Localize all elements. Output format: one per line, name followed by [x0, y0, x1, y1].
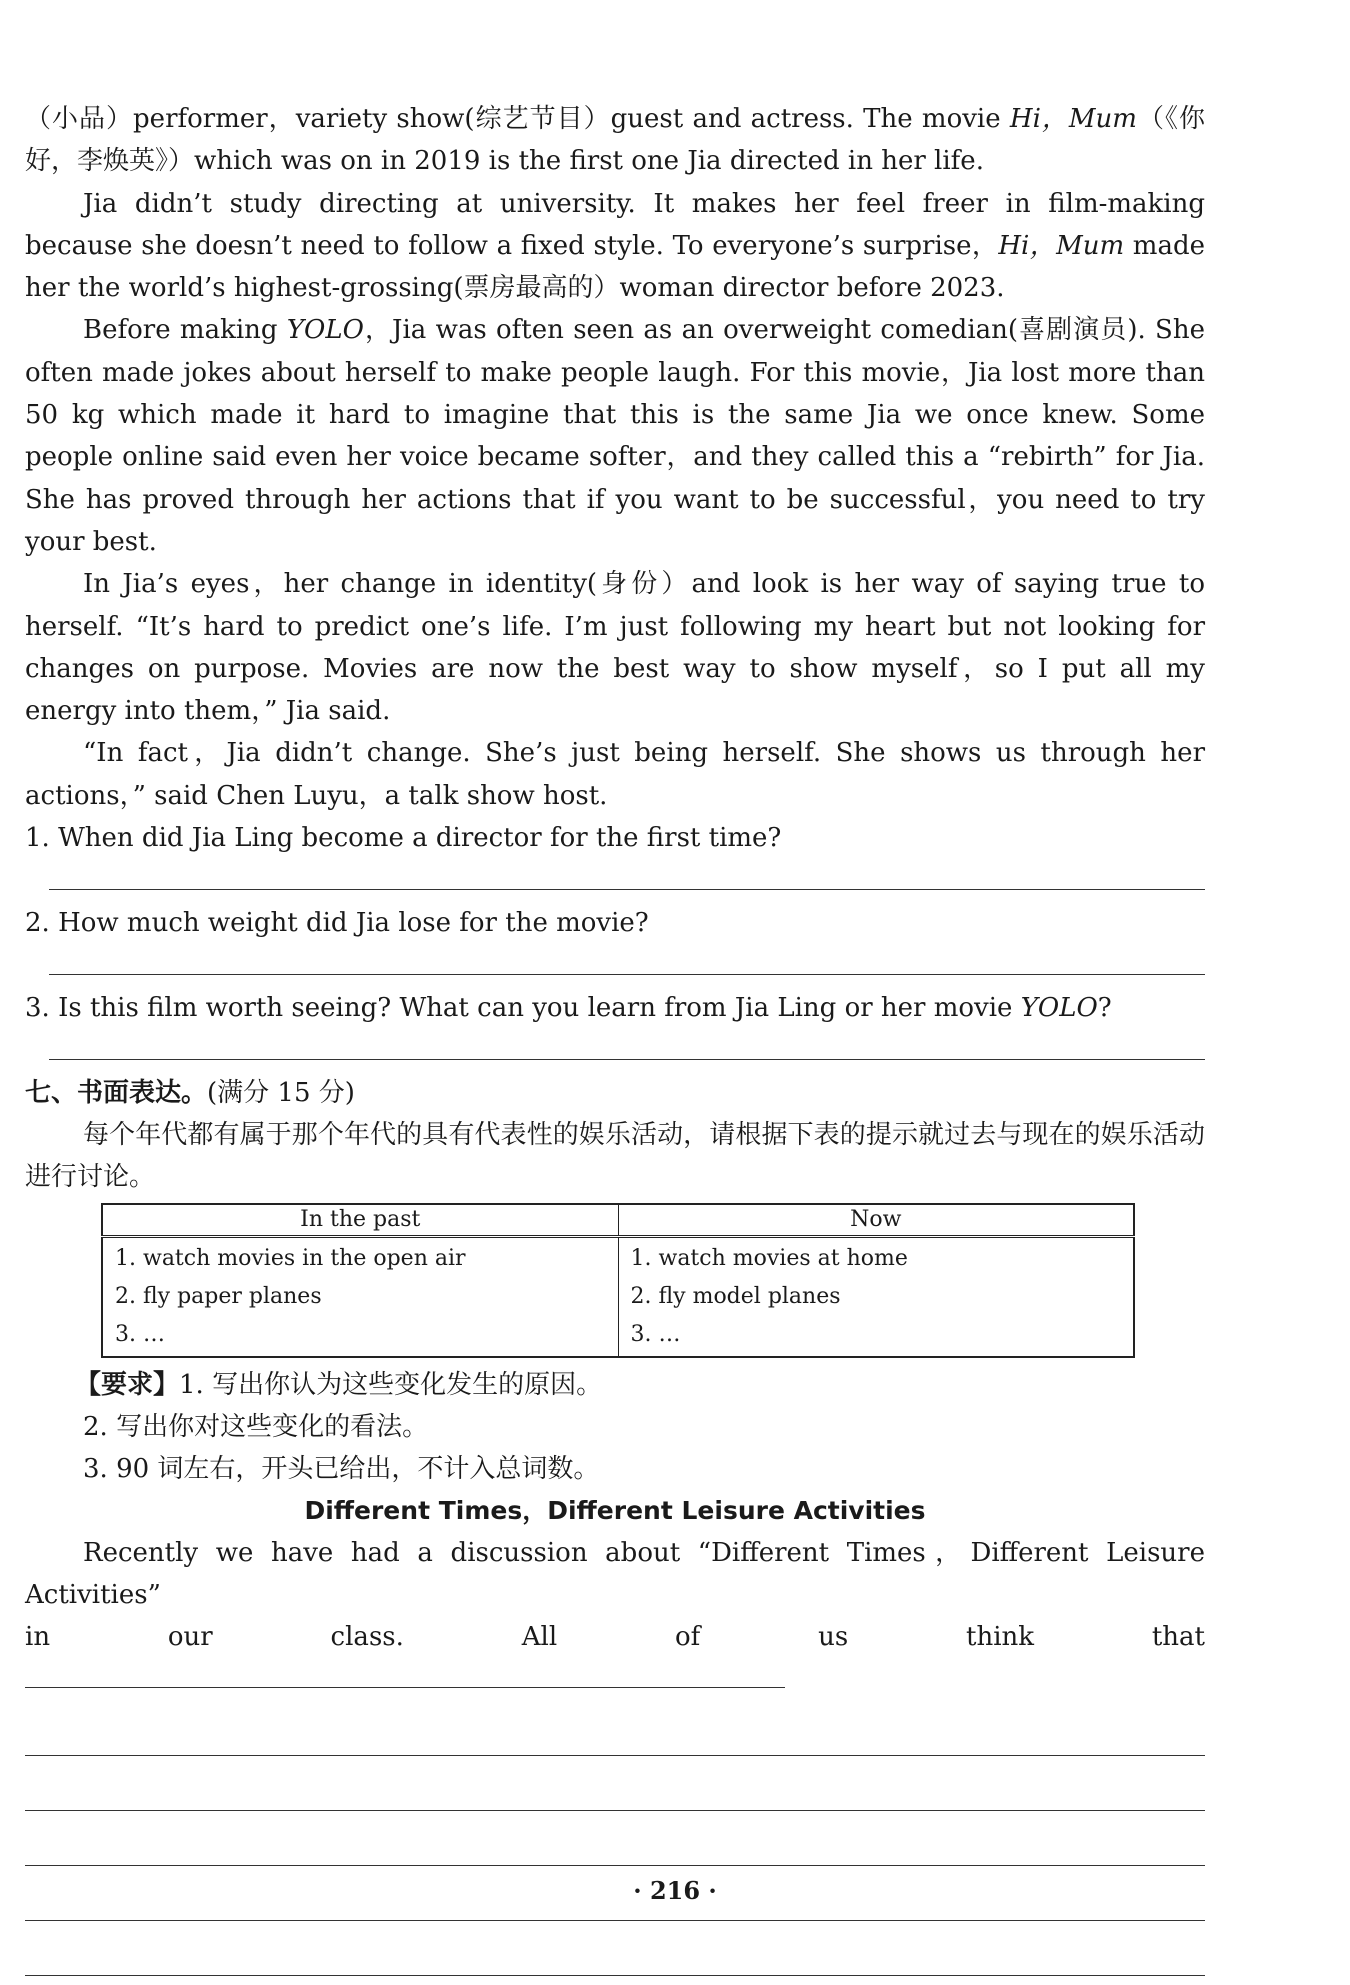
- passage-paragraph-3: Before making YOLO，Jia was often seen as an overweight comedian(喜剧演员). She often made jokes about herself to make people laugh. For this movie，Jia lost more than 50 kg which made it hard to imagine that this is the same Jia we once knew. Some people online said even her voice became softer，and they called this a “rebirth” for Jia. She has proved through her actions that if you want to be successful，you need to try your best.: [25, 315, 1206, 557]
- movie-title: YOLO: [1020, 993, 1098, 1024]
- requirements-label: 【要求】: [75, 1369, 180, 1400]
- answer-line-1[interactable]: [49, 859, 1205, 890]
- answer-line-3[interactable]: [49, 1029, 1205, 1060]
- movie-title: Hi，Mum: [1009, 104, 1137, 134]
- writing-line-inline[interactable]: [25, 1661, 785, 1688]
- section-7-intro: 每个年代都有属于那个年代的具有代表性的娱乐活动，请根据下表的提示就过去与现在的娱乐活动进行讨论。: [25, 1120, 1205, 1193]
- table-row: [102, 1236, 1134, 1357]
- table-cell-now: 1. watch movies at home 2. fly model planes 3. …: [618, 1236, 1134, 1357]
- table-header-now: Now: [618, 1204, 1134, 1237]
- section-7-score: (满分 15 分): [207, 1078, 355, 1109]
- question-1: 1. When did Jia Ling become a director for the first time?: [25, 823, 782, 854]
- writing-line[interactable]: [25, 1811, 1205, 1866]
- passage-paragraph-5: “In fact，Jia didn’t change. She’s just being herself. She shows us through her actions，” said Chen Luyu，a talk show host.: [25, 738, 1205, 811]
- requirements: 【要求】1. 写出你认为这些变化发生的原因。 2. 写出你对这些变化的看法。 3. 90 词左右，开头已给出，不计入总词数。: [75, 1369, 603, 1484]
- essay-opening-line-2: in our class. All of us think that: [25, 1616, 1205, 1701]
- question-2: 2. How much weight did Jia lose for the movie?: [25, 908, 649, 939]
- table-cell-past: 1. watch movies in the open air 2. fly paper planes 3. …: [102, 1236, 618, 1357]
- passage-paragraph-1: （小品）performer，variety show(综艺节目）guest and actress. The movie Hi，Mum（《你好，李焕英》）which was on in 2019 is the first one Jia directed in her life.: [25, 104, 1205, 177]
- answer-line-2[interactable]: [49, 944, 1205, 975]
- passage-paragraph-4: In Jia’s eyes，her change in identity(身份）and look is her way of saying true to herself. “It’s hard to predict one’s life. I’m just following my heart but not looking for changes on purpose. Movies are now the best way to show myself，so I put all my energy into them，” Jia said.: [25, 569, 1205, 727]
- writing-line[interactable]: [25, 1921, 1205, 1976]
- table-header-past: In the past: [102, 1204, 618, 1237]
- essay-title: Different Times，Different Leisure Activities: [304, 1495, 926, 1525]
- writing-line[interactable]: [25, 1756, 1205, 1811]
- movie-title: YOLO: [286, 315, 364, 346]
- page-number: · 216 ·: [633, 1876, 717, 1905]
- activities-table: [101, 1203, 1135, 1358]
- worksheet-page: [25, 98, 1205, 1976]
- essay-opening: Recently we have had a discussion about “Different Times，Different Leisure Activities”: [25, 1537, 1205, 1610]
- movie-title: Hi，Mum: [998, 230, 1125, 261]
- question-3: 3. Is this film worth seeing? What can you learn from Jia Ling or her movie YOLO?: [25, 993, 1112, 1024]
- section-7-heading: 七、书面表达。(满分 15 分): [25, 1078, 355, 1109]
- writing-line[interactable]: [25, 1701, 1205, 1756]
- passage-paragraph-2: Jia didn’t study directing at university. It makes her feel freer in film-making because she doesn’t need to follow a fixed style. To everyone’s surprise，Hi，Mum made her the world’s highest-grossing(票房最高的）woman director before 2023.: [25, 188, 1205, 304]
